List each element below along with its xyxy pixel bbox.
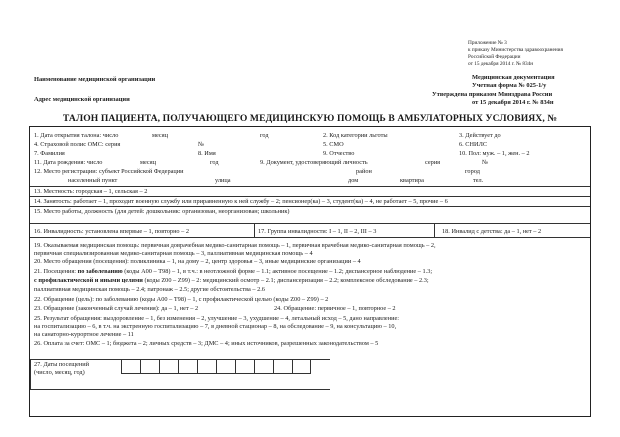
- patronymic-label: 9. Отчество: [323, 150, 355, 157]
- workplace: 15. Место работы, должность (для детей: дошкольник: организован, неорганизован; школьник): [34, 208, 290, 215]
- org-address-label: Адрес медицинской организации: [34, 96, 130, 103]
- visits-line-2: [34, 277, 429, 284]
- visit-dates-box: [30, 359, 330, 389]
- visit-date-cell[interactable]: [273, 359, 292, 374]
- reg-apartment-label: квартира: [400, 177, 424, 184]
- visit-date-cell[interactable]: [159, 359, 178, 374]
- policy-number-label: №: [198, 141, 205, 148]
- visits-preventive-detail: (коды Z00 – Z99) – 2: медицинский осмотр – 2.1; диспансеризация – 2.2; комплексное обследование – 2.3;: [142, 277, 429, 284]
- visit-date-cells: [121, 359, 311, 374]
- birth-day-label: 11. Дата рождения: число: [34, 159, 103, 166]
- visit-date-cell[interactable]: [216, 359, 235, 374]
- visit-date-cell[interactable]: [254, 359, 273, 374]
- policy-series-label: 4. Страховой полис ОМС: серия: [34, 141, 121, 148]
- reg-subject-label: 12. Место регистрации: субъект Российской Федерации: [34, 168, 184, 175]
- divider: [434, 223, 435, 237]
- form-title: ТАЛОН ПАЦИЕНТА, ПОЛУЧАЮЩЕГО МЕДИЦИНСКУЮ ПОМОЩЬ В АМБУЛАТОРНЫХ УСЛОВИЯХ, №: [62, 113, 558, 124]
- id-series-label: серия: [425, 159, 441, 166]
- appeal-type: 24. Обращение: первичное – 1, повторное – 2: [274, 305, 396, 312]
- approved-label: Утверждена приказом Минздрава России: [432, 90, 553, 98]
- visit-date-cell[interactable]: [197, 359, 216, 374]
- gender-label: 10. Пол: муж. – 1, жен. – 2: [459, 150, 530, 157]
- divider: [30, 196, 590, 197]
- locality-type: 13. Местность: городская – 1, сельская – 2: [34, 188, 148, 195]
- open-year-label: год: [260, 132, 269, 139]
- form-approval-block: [432, 74, 555, 107]
- employment: 14. Занятость: работает – 1, проходит военную службу или приравненную к ней службу – 2; пенсионер(ка) – 3, студент(ка) – 4, не работает – 5, прочие – 6: [34, 198, 448, 205]
- visits-disease-detail: (коды А00 – Т98) – 1, в т.ч.: в неотложной форме – 1.1; активное посещение – 1.2; диспансерное наблюдение – 1.3;: [122, 268, 433, 275]
- appendix-line-3: Российской Федерации: [468, 54, 521, 60]
- divider: [254, 223, 255, 237]
- visits-line-1: [34, 268, 432, 275]
- visits-prefix: 21. Посещения:: [34, 268, 78, 275]
- open-month-label: месяц: [152, 132, 168, 139]
- surname-label: 7. Фамилия: [34, 150, 65, 157]
- visit-date-cell[interactable]: [235, 359, 254, 374]
- birth-month-label: месяц: [140, 159, 156, 166]
- visits-line-3: паллиативная медицинская помощь – 2.4; патронаж – 2.5; другие обстоятельства – 2.6: [34, 286, 265, 293]
- result-line-3: на санаторно-курортное лечение – 11: [34, 331, 134, 338]
- care-type-line-2: первичная специализированная медико-санитарная помощь – 3, паллиативная медицинская помощь – 4: [34, 250, 313, 257]
- result-line-2: на госпитализацию – 6, в т.ч. на экстренную госпитализацию – 7, в дневной стационар – 8, на обследование – 9, на консультацию – 10,: [34, 323, 397, 330]
- reg-city-label: город: [465, 168, 480, 175]
- visits-preventive: с профилактической и иными целями: [34, 277, 143, 284]
- snils-label: 6. СНИЛС: [459, 141, 488, 148]
- disability-label: 16. Инвалидность: установлена впервые – 1, повторно – 2: [34, 228, 190, 235]
- payment-source: 26. Оплата за счет: ОМС – 1; бюджета – 2; личных средств – 3; ДМС – 4; иных источников, разрешенных законодательством – 5: [34, 340, 379, 347]
- divider: [30, 206, 590, 207]
- appeal-completed: 23. Обращение (законченный случай лечения): да – 1, нет – 2: [34, 305, 199, 312]
- care-type-line-1: 19. Оказываемая медицинская помощь: первичная доврачебная медико-санитарная помощь – 1, первичная врачебная медико-санитарная помощь – 2,: [34, 242, 436, 249]
- approved-date: от 15 декабря 2014 г. № 834н: [472, 98, 554, 106]
- visit-place: 20. Место обращения (посещения): поликлиника – 1, на дому – 2, центр здоровья – 3, иные медицинские организации – 4: [34, 258, 361, 265]
- visit-date-cell[interactable]: [140, 359, 159, 374]
- reg-house-label: дом: [348, 177, 359, 184]
- reg-street-label: улица: [215, 177, 231, 184]
- divider: [30, 223, 590, 224]
- disability-group-label: 17. Группа инвалидности: I – 1, II – 2, III – 3: [258, 228, 377, 235]
- visit-date-cell[interactable]: [178, 359, 197, 374]
- visit-date-cell[interactable]: [292, 359, 311, 374]
- visit-dates-label: 27. Даты посещений: [34, 361, 90, 368]
- med-doc-label: Медицинская документация: [472, 74, 555, 81]
- visit-date-cell[interactable]: [121, 359, 140, 374]
- form-table: [29, 126, 591, 417]
- divider: [30, 359, 31, 389]
- id-document-label: 9. Документ, удостоверяющий личность: [260, 159, 368, 166]
- birth-year-label: год: [210, 159, 219, 166]
- reg-phone-label: тел.: [473, 177, 484, 184]
- valid-until-label: 3. Действует до: [459, 132, 501, 139]
- appendix-line-4: от 15 декабря 2014 г. № 834н: [468, 61, 534, 67]
- result-line-1: 25. Результат обращения: выздоровление – 1, без изменения – 2, улучшение – 3, ухудшение – 4, летальный исход – 5, дано направление:: [34, 315, 400, 322]
- visits-disease: по заболеванию: [77, 268, 123, 275]
- visit-dates-sublabel: (число, месяц, год): [34, 369, 85, 376]
- id-number-label: №: [482, 159, 489, 166]
- appendix-note: [468, 40, 563, 68]
- form-number: Учетная форма № 025-1/у: [472, 82, 547, 90]
- open-date-label: 1. Дата открытия талона: число: [34, 132, 119, 139]
- appeal-purpose: 22. Обращение (цель): по заболеванию (коды А00 – Т98) – 1, с профилактической целью (коды Z00 – Z99) – 2: [34, 296, 329, 303]
- divider: [30, 389, 330, 390]
- appendix-line-2: к приказу Министерства здравоохранения: [468, 47, 563, 53]
- reg-locality-label: населенный пункт: [68, 177, 118, 184]
- org-name-label: Наименование медицинской организации: [34, 76, 156, 83]
- name-label: 8. Имя: [198, 150, 216, 157]
- appendix-line-1: Приложение № 3: [468, 40, 507, 46]
- reg-district-label: район: [356, 168, 372, 175]
- divider: [30, 186, 590, 187]
- divider: [30, 237, 590, 238]
- smo-label: 5. СМО: [323, 141, 344, 148]
- disabled-from-childhood-label: 18. Инвалид с детства: да – 1, нет – 2: [442, 228, 542, 235]
- benefit-code-label: 2. Код категории льготы: [323, 132, 388, 139]
